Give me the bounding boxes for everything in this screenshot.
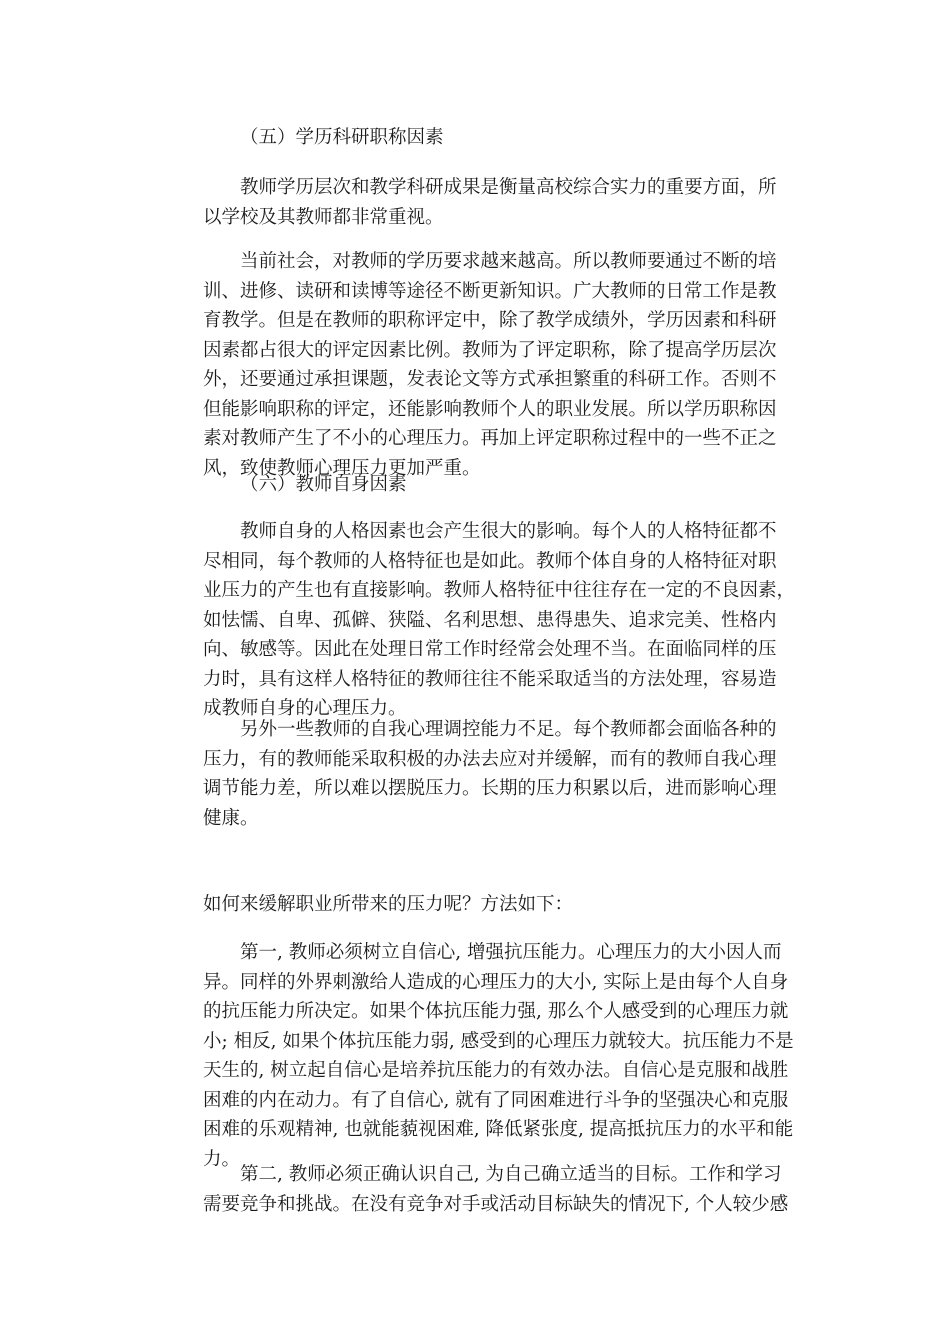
paragraph: 第二, 教师必须正确认识自己, 为自己确立适当的目标。工作和学习 需要竞争和挑战。在没有竞争对手或活动目标缺失的情况下, 个人较少感 [203, 1164, 789, 1215]
section-heading-6: （六）教师自身因素 [240, 474, 407, 495]
paragraph: 当前社会，对教师的学历要求越来越高。所以教师要通过不断的培 训、进修、读研和读博等途径不断更新知识。广大教师的日常工作是教 育教学。但是在教师的职称评定中，除了教学成绩外，学历因素和科研 因素都占很大的评定因素比例。教师为了评定职称，除了提高学历层次 外，还要通过承担课题，发表论文等方式承担繁重的科研工作。否则不 但能影响职称的评定，还能影响教师个人的职业发展。所以学历职称因 素对教师产生了不小的心理压力。再加上评定职称过程中的一些不正之 风，致使教师心理压力更加严重。 [203, 251, 777, 479]
question-line: 如何来缓解职业所带来的压力呢？方法如下： [203, 894, 574, 915]
paragraph: 另外一些教师的自我心理调控能力不足。每个教师都会面临各种的 压力，有的教师能采取积极的办法去应对并缓解，而有的教师自我心理 调节能力差，所以难以摆脱压力。长期的压力积累以后，进而影响心理 健康。 [203, 719, 777, 829]
paragraph: 教师学历层次和教学科研成果是衡量高校综合实力的重要方面，所 以学校及其教师都非常重视。 [203, 177, 777, 228]
paragraph: 第一, 教师必须树立自信心, 增强抗压能力。心理压力的大小因人而 异。同样的外界刺激给人造成的心理压力的大小, 实际上是由每个人自身 的抗压能力所决定。如果个体抗压能力强, 那么个人感受到的心理压力就 小; 相反, 如果个体抗压能力弱, 感受到的心理压力就较大。抗压能力不是 天生的, 树立起自信心是培养抗压能力的有效办法。自信心是克服和战胜 困难的内在动力。有了自信心, 就有了同困难进行斗争的坚强决心和克服 困难的乐观精神, 也就能藐视困难, 降低紧张度, 提高抵抗压力的水平和能 力。 [203, 942, 794, 1170]
section-heading-5: （五）学历科研职称因素 [240, 127, 444, 148]
paragraph: 教师自身的人格因素也会产生很大的影响。每个人的人格特征都不 尽相同，每个教师的人格特征也是如此。教师个体自身的人格特征对职 业压力的产生也有直接影响。教师人格特征中往往存在一定的不良因素， 如怯懦、自卑、孤僻、狭隘、名利思想、患得患失、追求完美、性格内 向、敏感等。因此在处理日常工作时经常会处理不当。在面临同样的压 力时，具有这样人格特征的教师往往不能采取适当的方法处理，容易造 成教师自身的心理压力。 [203, 521, 796, 719]
